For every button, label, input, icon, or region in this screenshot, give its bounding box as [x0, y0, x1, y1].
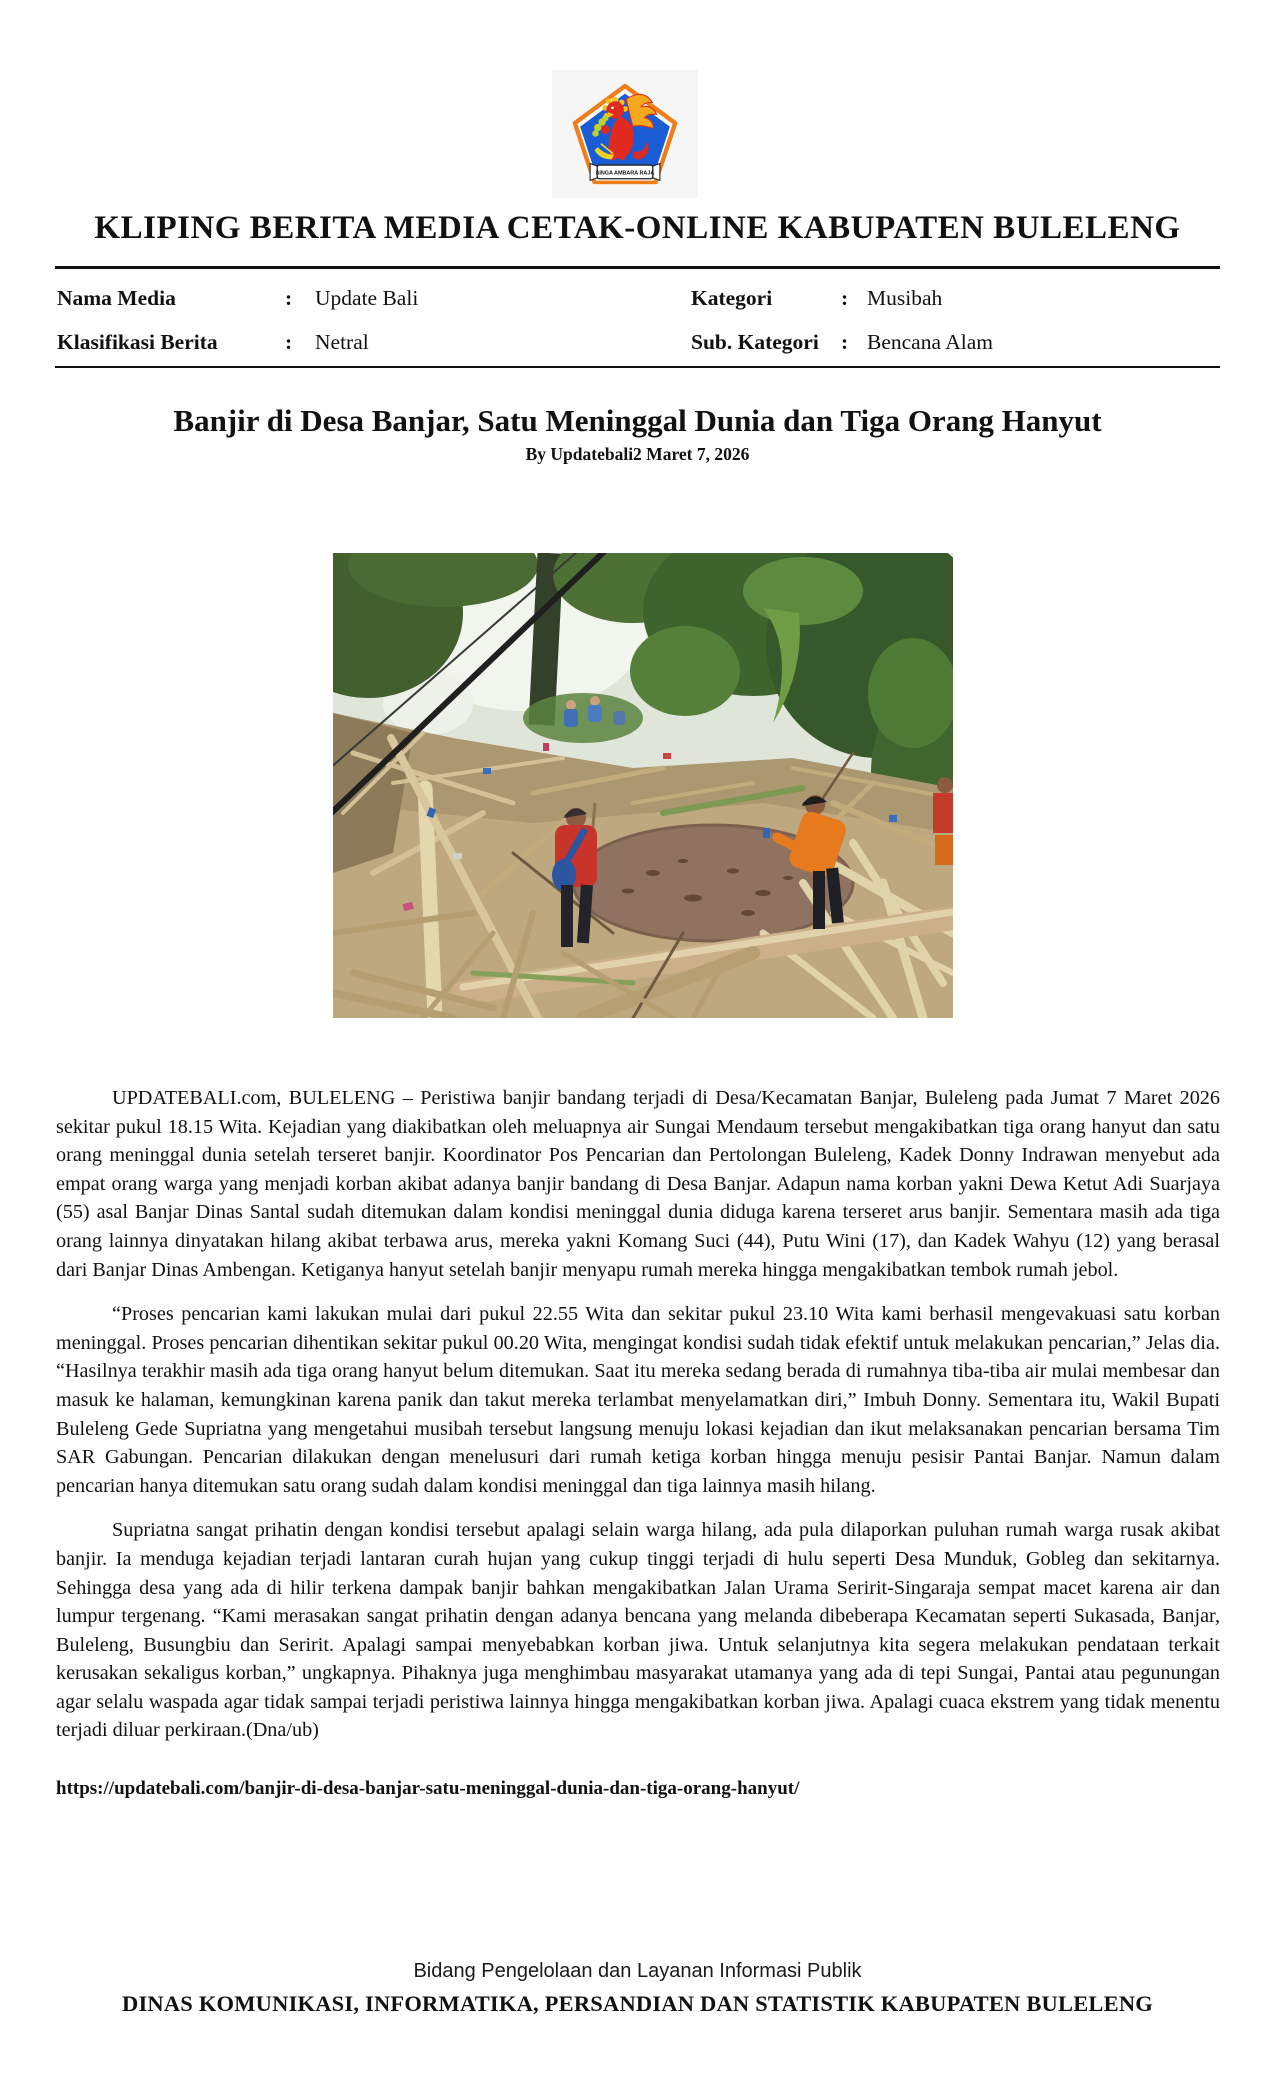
- document-title: KLIPING BERITA MEDIA CETAK-ONLINE KABUPATEN BULELENG: [94, 210, 1181, 246]
- meta-label-sub-kategori: Sub. Kategori: [691, 329, 819, 354]
- meta-value-sub-kategori: Bencana Alam: [867, 329, 993, 354]
- meta-value-kategori: Musibah: [867, 285, 943, 310]
- divider-thick: [55, 266, 1220, 269]
- article-byline: By Updatebali2 Maret 7, 2026: [525, 444, 750, 464]
- meta-label-klasifikasi: Klasifikasi Berita: [57, 329, 218, 354]
- meta-colon: :: [285, 329, 293, 354]
- article-body: [56, 1084, 1220, 1761]
- article-title: Banjir di Desa Banjar, Satu Meninggal Dunia dan Tiga Orang Hanyut: [173, 403, 1102, 438]
- footer-division: Bidang Pengelolaan dan Layanan Informasi Publik: [413, 1960, 862, 1982]
- meta-colon: :: [841, 329, 849, 354]
- meta-table: [57, 276, 1220, 364]
- meta-colon: :: [285, 285, 293, 310]
- meta-label-nama-media: Nama Media: [57, 285, 176, 310]
- flood-debris-photo: [333, 553, 953, 1018]
- article-paragraph-2: “Proses pencarian kami lakukan mulai dari pukul 22.55 Wita dan sekitar pukul 23.10 Wita kami berhasil mengevakuasi satu korban meninggal. Proses pencarian dihentikan sekitar pukul 00.20 Wita, mengingat kondisi sudah tidak efektif untuk melakukan pencarian,” Jelas dia. “Hasilnya terakhir masih ada tiga orang hanyut belum ditemukan. Saat itu mereka sedang berada di rumahnya tiba-tiba air mulai membesar dan masuk ke halaman, kemungkinan karena panik dan takut mereka terlambat menyelamatkan diri,” Imbuh Donny. Sementara itu, Wakil Bupati Buleleng Gede Supriatna yang mengetahui musibah tersebut langsung menuju lokasi kejadian dan ikut melaksanakan pencarian bersama Tim SAR Gabungan. Pencarian dilakukan dengan menelusuri dari rumah ketiga korban hingga menuju pesisir Pantai Banjar. Namun dalam pencarian hanya ditemukan satu orang sudah dalam kondisi meninggal dan tiga lainnya masih hilang.: [56, 1303, 1220, 1497]
- article-source-url: https://updatebali.com/banjir-di-desa-banjar-satu-meninggal-dunia-dan-tiga-orang-hanyut/: [56, 1778, 800, 1799]
- crest-icon: [565, 78, 685, 190]
- article-paragraph-1: UPDATEBALI.com, BULELENG – Peristiwa banjir bandang terjadi di Desa/Kecamatan Banjar, Buleleng pada Jumat 7 Maret 2026 sekitar pukul 18.15 Wita. Kejadian yang diakibatkan oleh meluapnya air Sungai Mendaum tersebut mengakibatkan tiga orang hanyut dan satu orang meninggal dunia setelah terseret banjir. Koordinator Pos Pencarian dan Pertolongan Buleleng, Kadek Donny Indrawan menyebut ada empat orang warga yang menjadi korban akibat adanya banjir bandang di Desa Banjar. Adapun nama korban yakni Dewa Ketut Adi Suarjaya (55) asal Banjar Dinas Santal sudah ditemukan dalam kondisi meninggal dunia diduga karena terseret arus banjir. Sementara masih ada tiga orang lainnya dinyatakan hilang akibat terbawa arus, mereka yakni Komang Suci (44), Putu Wini (17), dan Kadek Wahyu (12) yang berasal dari Banjar Dinas Ambengan. Ketiganya hanyut setelah banjir menyapu rumah mereka hingga mengakibatkan tembok rumah jebol.: [56, 1087, 1220, 1281]
- article-photo: [333, 553, 953, 1018]
- footer-agency: DINAS KOMUNIKASI, INFORMATIKA, PERSANDIAN DAN STATISTIK KABUPATEN BULELENG: [122, 1991, 1153, 2016]
- divider-thin: [55, 366, 1220, 368]
- meta-label-kategori: Kategori: [691, 285, 773, 310]
- buleleng-crest-logo: [552, 70, 698, 198]
- meta-row-1: [57, 276, 1220, 320]
- crest-banner: [590, 163, 660, 180]
- meta-row-2: [57, 320, 1220, 364]
- crest-banner-text: SINGA AMBARA RAJA: [595, 170, 655, 177]
- meta-value-nama-media: Update Bali: [315, 285, 419, 310]
- meta-value-klasifikasi: Netral: [315, 329, 369, 354]
- article-paragraph-3: Supriatna sangat prihatin dengan kondisi tersebut apalagi selain warga hilang, ada pula dilaporkan puluhan rumah warga rusak akibat banjir. Ia menduga kejadian terjadi lantaran curah hujan yang cukup tinggi terjadi di hulu seperti Desa Munduk, Gobleg dan sekitarnya. Sehingga desa yang ada di hilir terkena dampak banjir bahkan mengakibatkan Jalan Urama Seririt-Singaraja sempat macet karena air dan lumpur tergenang. “Kami merasakan sangat prihatin dengan adanya bencana yang melanda dibeberapa Kecamatan seperti Sukasada, Banjar, Buleleng, Busungbiu dan Seririt. Apalagi sampai menyebabkan korban jiwa. Untuk selanjutnya kita segera melakukan pendataan terkait kerusakan sekaligus korban,” ungkapnya. Pihaknya juga menghimbau masyarakat utamanya yang ada di tepi Sungai, Pantai atau pegunungan agar selalu waspada agar tidak sampai terjadi peristiwa lainnya hingga mengakibatkan korban jiwa. Apalagi cuaca ekstrem yang tidak menentu terjadi diluar perkiraan.(Dna/ub): [56, 1519, 1220, 1742]
- meta-colon: :: [841, 285, 849, 310]
